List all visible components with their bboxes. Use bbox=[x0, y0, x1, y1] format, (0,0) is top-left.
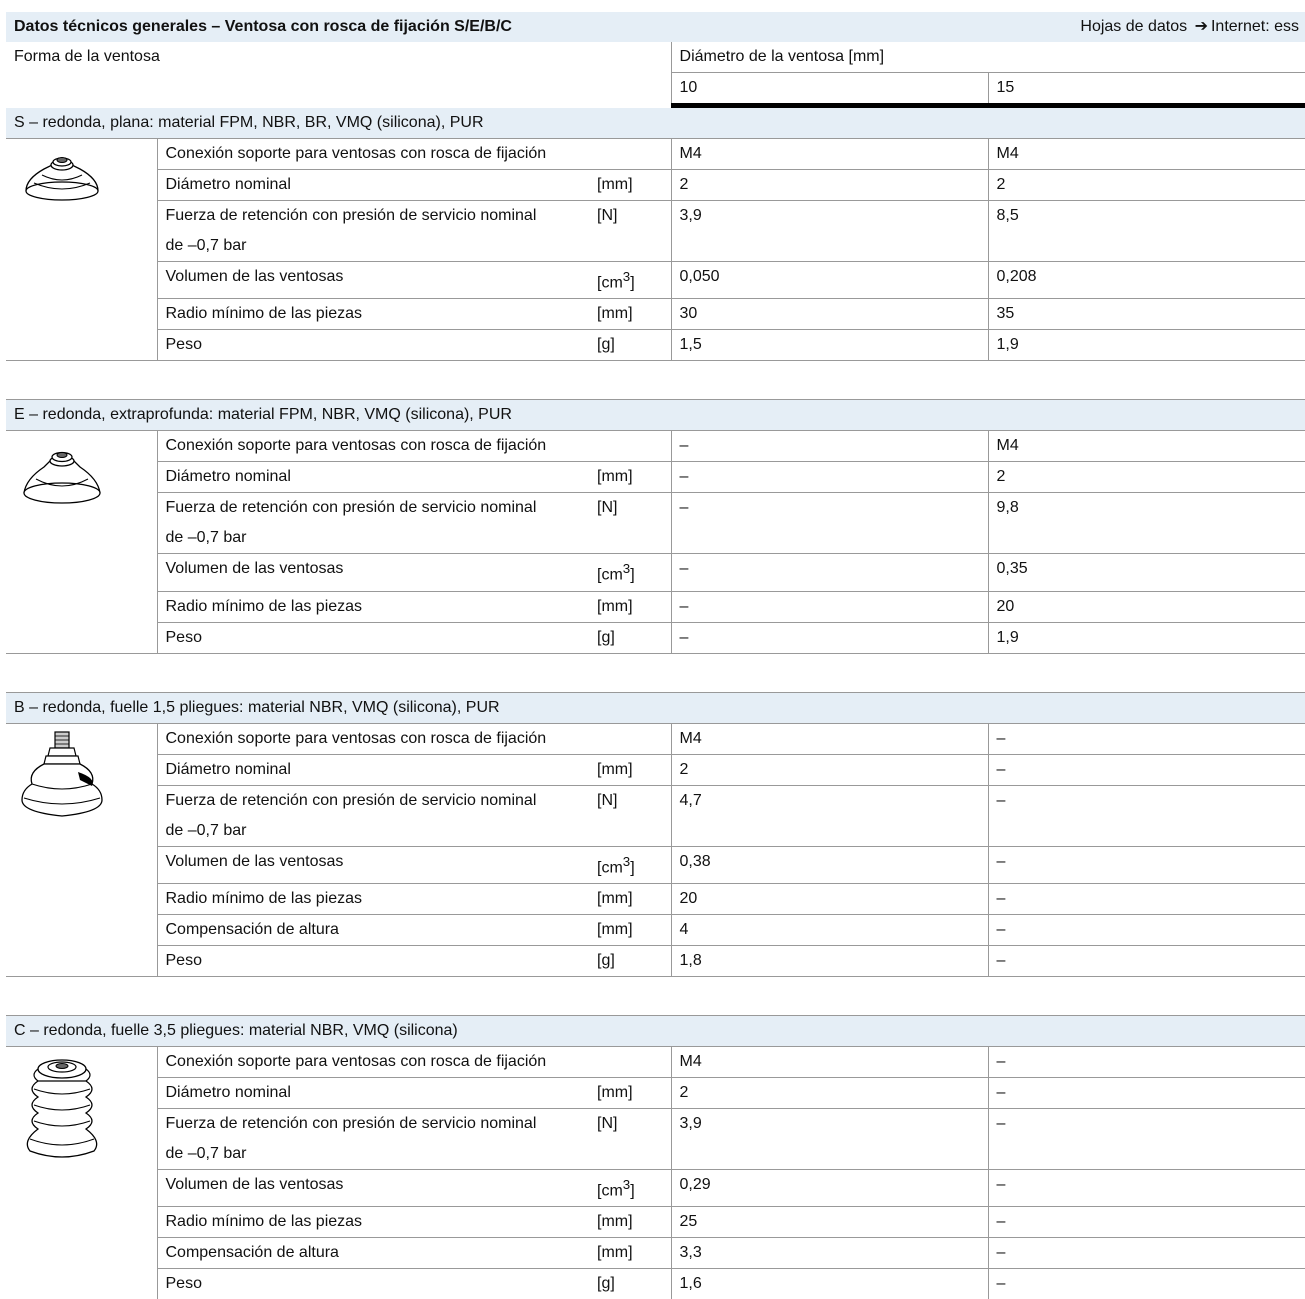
unit-label bbox=[595, 1169, 671, 1206]
unit-superscript: 3 bbox=[622, 269, 631, 284]
value-10: 1,6 bbox=[671, 1269, 988, 1299]
property-label bbox=[157, 785, 595, 846]
property-label: Peso bbox=[165, 1275, 202, 1293]
unit-base: [cm bbox=[597, 1182, 623, 1200]
property-label-line1: Fuerza de retención con presión de servicio nominal bbox=[165, 791, 537, 809]
table-row bbox=[6, 170, 1305, 201]
datasheet-link-target: Internet: ess bbox=[1210, 18, 1300, 35]
property-label bbox=[157, 1108, 595, 1169]
value-10: – bbox=[671, 431, 988, 462]
property-label-line2: de –0,7 bar bbox=[165, 1144, 247, 1162]
value-10: 1,5 bbox=[671, 330, 988, 361]
table-row bbox=[6, 754, 1305, 785]
unit-label: [mm] bbox=[595, 914, 671, 945]
table-title: Datos técnicos generales – Ventosa con rosca de fijación S/E/B/C bbox=[6, 12, 671, 42]
property-label-line2: de –0,7 bar bbox=[165, 237, 247, 254]
section-c-header bbox=[6, 1015, 1305, 1046]
value-15: – bbox=[988, 1238, 1305, 1269]
value-15: – bbox=[988, 754, 1305, 785]
property-label: Radio mínimo de las piezas bbox=[157, 1207, 595, 1238]
value-10: 4,7 bbox=[671, 785, 988, 846]
value-10: – bbox=[671, 493, 988, 554]
property-label bbox=[157, 201, 595, 262]
value-10: – bbox=[671, 622, 988, 653]
unit-superscript: 3 bbox=[622, 561, 631, 577]
value-10: 2 bbox=[671, 754, 988, 785]
value-10: 0,29 bbox=[671, 1169, 988, 1206]
unit-close: ] bbox=[630, 1182, 635, 1200]
unit-base: [cm bbox=[597, 274, 623, 292]
diameter-10-header: 10 bbox=[671, 73, 988, 106]
property-label: Diámetro nominal bbox=[157, 170, 595, 201]
property-label: Volumen de las ventosas bbox=[157, 262, 595, 299]
value-15: 35 bbox=[988, 299, 1305, 330]
value-10: 3,9 bbox=[671, 1108, 988, 1169]
suction-cup-flat-icon bbox=[12, 143, 112, 213]
unit-label bbox=[595, 554, 671, 591]
value-15: 20 bbox=[988, 591, 1305, 622]
unit-close: ] bbox=[630, 566, 635, 584]
unit-label: [N] bbox=[595, 1108, 671, 1169]
value-15: 8,5 bbox=[988, 201, 1305, 262]
unit-label: [N] bbox=[595, 493, 671, 554]
suction-cup-deep-icon bbox=[12, 435, 112, 515]
diameter-15-header: 15 bbox=[988, 73, 1305, 106]
suction-cup-bellows-3-5-icon bbox=[12, 1051, 112, 1171]
table-row bbox=[6, 330, 1305, 361]
value-10: M4 bbox=[671, 139, 988, 170]
shape-column-header: Forma de la ventosa bbox=[6, 42, 671, 106]
unit-label: [mm] bbox=[595, 1238, 671, 1269]
property-label: Conexión soporte para ventosas con rosca de fijación bbox=[157, 431, 671, 462]
value-15: – bbox=[996, 951, 1006, 969]
value-15: 0,208 bbox=[988, 262, 1305, 299]
table-row bbox=[6, 723, 1305, 754]
value-15: 0,35 bbox=[988, 554, 1305, 591]
section-b-header bbox=[6, 692, 1305, 723]
section-spacer bbox=[6, 361, 1305, 400]
value-15: – bbox=[988, 883, 1305, 914]
property-label: Radio mínimo de las piezas bbox=[157, 883, 595, 914]
section-b-image bbox=[6, 723, 157, 976]
value-10: 3,3 bbox=[671, 1238, 988, 1269]
property-label bbox=[157, 493, 595, 554]
table-row bbox=[6, 883, 1305, 914]
value-15: 9,8 bbox=[988, 493, 1305, 554]
unit-label: [mm] bbox=[595, 170, 671, 201]
value-10: 30 bbox=[671, 299, 988, 330]
property-label-line2: de –0,7 bar bbox=[165, 529, 247, 547]
value-10: – bbox=[671, 591, 988, 622]
value-15: – bbox=[988, 785, 1305, 846]
technical-data-table bbox=[6, 12, 1305, 1299]
property-label: Compensación de altura bbox=[157, 1238, 595, 1269]
property-label-line1: Fuerza de retención con presión de servicio nominal bbox=[165, 1114, 537, 1132]
value-10: – bbox=[671, 554, 988, 591]
value-15: – bbox=[988, 914, 1305, 945]
table-row bbox=[6, 785, 1305, 846]
value-15: 1,9 bbox=[996, 336, 1019, 354]
table-row bbox=[6, 591, 1305, 622]
unit-superscript: 3 bbox=[622, 1176, 631, 1192]
table-row bbox=[6, 201, 1305, 262]
unit-label bbox=[595, 846, 671, 883]
datasheet-link-label: Hojas de datos bbox=[1080, 18, 1188, 35]
value-10: 1,8 bbox=[671, 945, 988, 976]
unit-label: [N] bbox=[595, 785, 671, 846]
suction-cup-bellows-1-5-icon bbox=[12, 728, 112, 838]
value-15: – bbox=[988, 1169, 1305, 1206]
value-15: – bbox=[988, 1046, 1305, 1077]
table-row bbox=[6, 431, 1305, 462]
property-label: Compensación de altura bbox=[157, 914, 595, 945]
table-row bbox=[6, 462, 1305, 493]
section-s-image bbox=[6, 139, 157, 361]
value-15: 2 bbox=[988, 462, 1305, 493]
unit-label: [mm] bbox=[595, 754, 671, 785]
section-spacer bbox=[6, 976, 1305, 1015]
property-label: Peso bbox=[165, 336, 202, 354]
table-row bbox=[6, 622, 1305, 653]
property-label: Diámetro nominal bbox=[157, 462, 595, 493]
value-10: M4 bbox=[671, 723, 988, 754]
diameter-column-header: Diámetro de la ventosa [mm] bbox=[671, 42, 1305, 73]
table-row bbox=[6, 1269, 1305, 1299]
table-row bbox=[6, 945, 1305, 976]
unit-label: [g] bbox=[595, 330, 671, 361]
property-label: Diámetro nominal bbox=[157, 754, 595, 785]
table-title-row bbox=[6, 12, 1305, 42]
section-e-image bbox=[6, 431, 157, 653]
value-10: 25 bbox=[671, 1207, 988, 1238]
value-10: 2 bbox=[671, 1077, 988, 1108]
value-15: – bbox=[988, 723, 1305, 754]
value-15: M4 bbox=[988, 139, 1305, 170]
table-row bbox=[6, 1238, 1305, 1269]
unit-close: ] bbox=[630, 274, 635, 292]
unit-label: [g] bbox=[595, 945, 671, 976]
value-15: – bbox=[988, 1108, 1305, 1169]
property-label: Diámetro nominal bbox=[157, 1077, 595, 1108]
section-c-title: C – redonda, fuelle 3,5 pliegues: material NBR, VMQ (silicona) bbox=[6, 1015, 1305, 1046]
section-c-image bbox=[6, 1046, 157, 1299]
unit-base: [cm bbox=[597, 566, 623, 584]
value-15: – bbox=[996, 1275, 1006, 1293]
property-label-line1: Fuerza de retención con presión de servicio nominal bbox=[165, 499, 537, 517]
property-label: Conexión soporte para ventosas con rosca de fijación bbox=[157, 1046, 671, 1077]
property-label: Peso bbox=[165, 951, 202, 969]
value-15: – bbox=[988, 1207, 1305, 1238]
value-10: 20 bbox=[671, 883, 988, 914]
datasheet-link[interactable] bbox=[671, 12, 1305, 42]
property-label: Volumen de las ventosas bbox=[157, 1169, 595, 1206]
property-label: Volumen de las ventosas bbox=[157, 846, 595, 883]
column-header-row bbox=[6, 42, 1305, 73]
value-10: 0,050 bbox=[671, 262, 988, 299]
value-15: – bbox=[988, 846, 1305, 883]
table-row bbox=[6, 1207, 1305, 1238]
value-15: – bbox=[988, 1077, 1305, 1108]
value-15: 2 bbox=[988, 170, 1305, 201]
section-spacer bbox=[6, 653, 1305, 692]
unit-label: [g] bbox=[595, 622, 671, 653]
value-10: 4 bbox=[671, 914, 988, 945]
arrow-right-icon: ➔ bbox=[1194, 18, 1208, 35]
property-label: Volumen de las ventosas bbox=[157, 554, 595, 591]
table-row bbox=[6, 262, 1305, 299]
table-row bbox=[6, 846, 1305, 883]
unit-base: [cm bbox=[597, 858, 623, 876]
unit-close: ] bbox=[630, 858, 635, 876]
property-label-line2: de –0,7 bar bbox=[165, 821, 247, 839]
property-label: Radio mínimo de las piezas bbox=[157, 299, 595, 330]
table-row bbox=[6, 1077, 1305, 1108]
value-15: M4 bbox=[988, 431, 1305, 462]
section-s-header bbox=[6, 106, 1305, 139]
table-row bbox=[6, 914, 1305, 945]
table-row bbox=[6, 139, 1305, 170]
section-e-title: E – redonda, extraprofunda: material FPM, NBR, VMQ (silicona), PUR bbox=[6, 400, 1305, 431]
unit-superscript: 3 bbox=[622, 853, 631, 869]
table-row bbox=[6, 1108, 1305, 1169]
unit-label: [mm] bbox=[595, 591, 671, 622]
unit-label: [g] bbox=[595, 1269, 671, 1299]
value-10: 3,9 bbox=[671, 201, 988, 262]
value-15: 1,9 bbox=[996, 628, 1019, 646]
table-row bbox=[6, 1169, 1305, 1206]
section-s-title: S – redonda, plana: material FPM, NBR, BR, VMQ (silicona), PUR bbox=[6, 106, 1305, 139]
value-10: 0,38 bbox=[671, 846, 988, 883]
unit-label: [N] bbox=[595, 201, 671, 262]
property-label: Conexión soporte para ventosas con rosca de fijación bbox=[157, 139, 671, 170]
unit-label: [mm] bbox=[595, 883, 671, 914]
table-row bbox=[6, 1046, 1305, 1077]
section-e-header bbox=[6, 400, 1305, 431]
unit-label bbox=[595, 262, 671, 299]
unit-label: [mm] bbox=[595, 1077, 671, 1108]
table-row bbox=[6, 493, 1305, 554]
unit-label: [mm] bbox=[595, 462, 671, 493]
table-row bbox=[6, 299, 1305, 330]
section-b-title: B – redonda, fuelle 1,5 pliegues: material NBR, VMQ (silicona), PUR bbox=[6, 692, 1305, 723]
unit-label: [mm] bbox=[595, 299, 671, 330]
property-label: Radio mínimo de las piezas bbox=[157, 591, 595, 622]
property-label-line1: Fuerza de retención con presión de servicio nominal bbox=[165, 207, 537, 224]
property-label: Peso bbox=[165, 628, 202, 646]
value-10: 2 bbox=[671, 170, 988, 201]
table-row bbox=[6, 554, 1305, 591]
property-label: Conexión soporte para ventosas con rosca de fijación bbox=[157, 723, 671, 754]
value-10: – bbox=[671, 462, 988, 493]
value-10: M4 bbox=[671, 1046, 988, 1077]
unit-label: [mm] bbox=[595, 1207, 671, 1238]
